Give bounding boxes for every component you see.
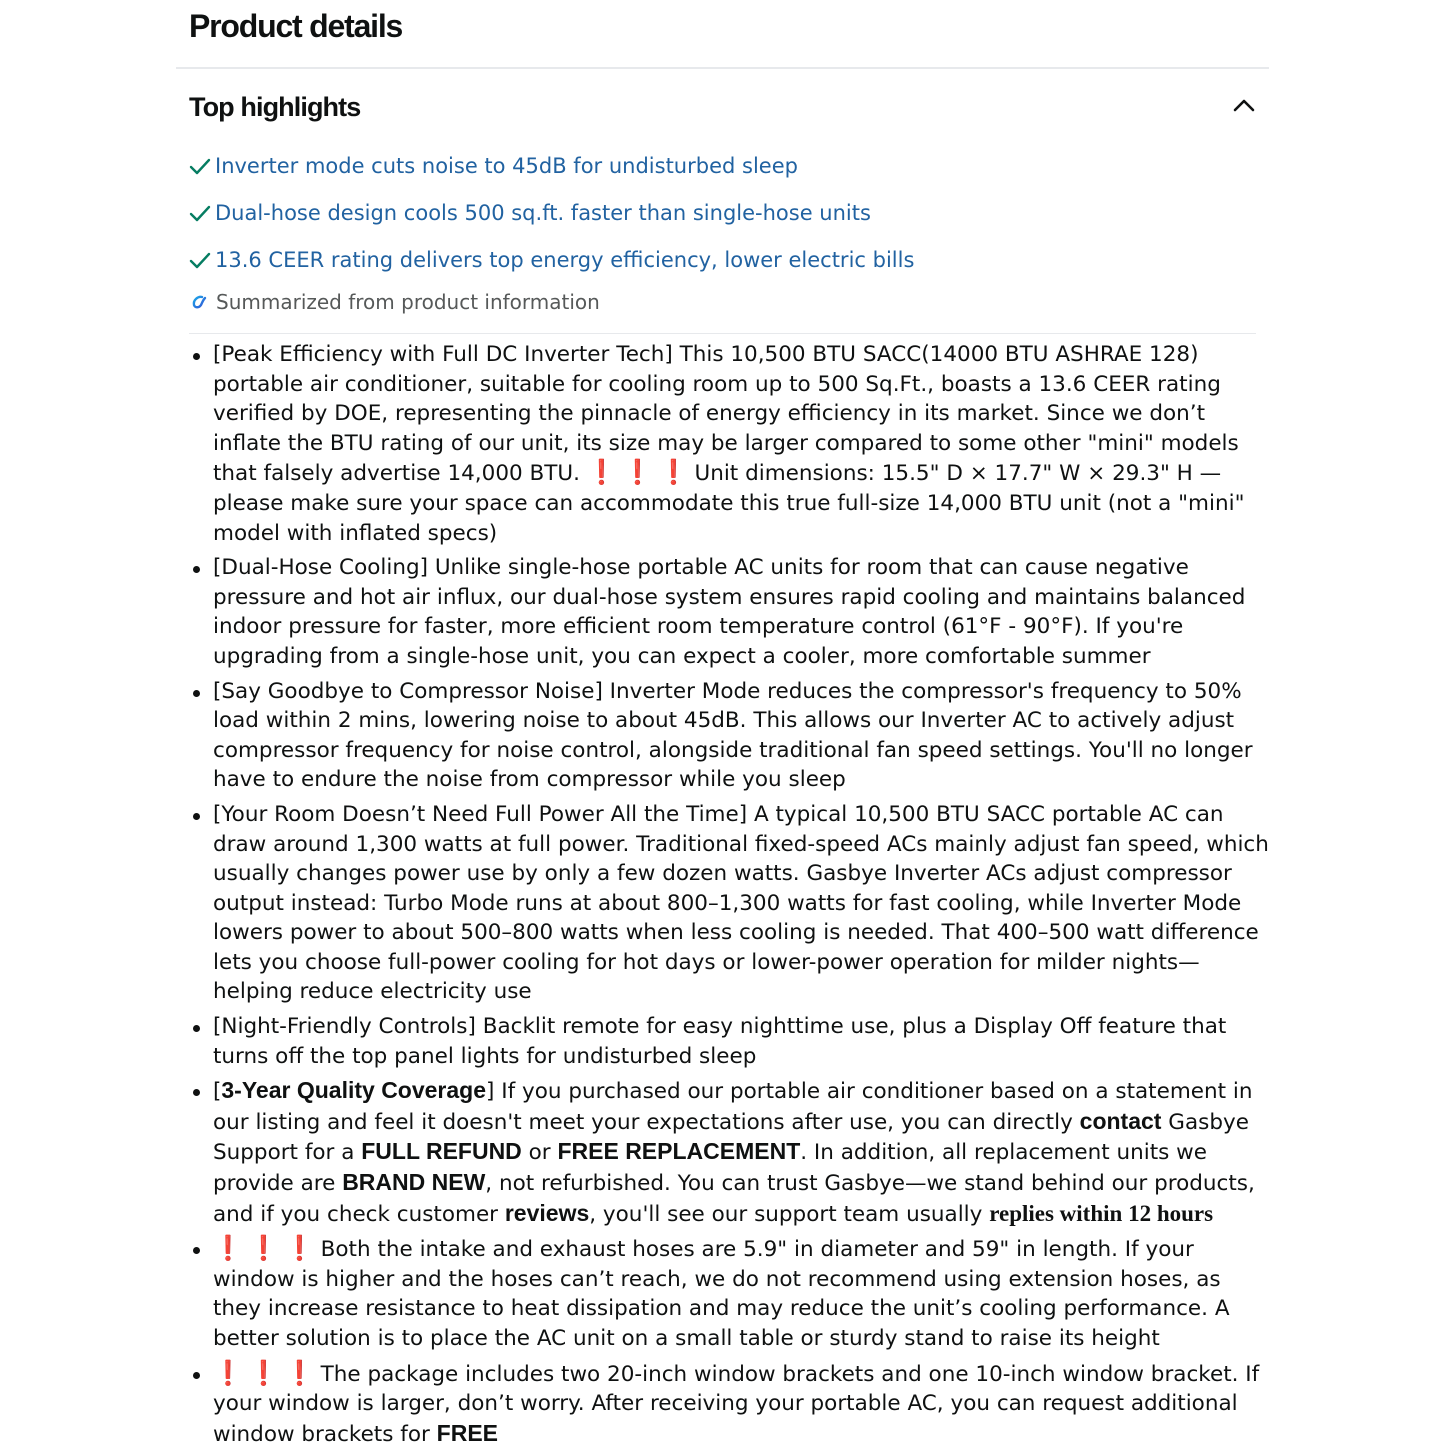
highlight-item[interactable]: [189, 195, 1259, 231]
ai-sparkle-icon: [190, 293, 208, 311]
section-title: Top highlights: [189, 92, 361, 122]
highlight-text: 13.6 CEER rating delivers top energy efficiency, lower electric bills: [215, 248, 915, 272]
bullet-item: [Dual-Hose Cooling] Unlike single-hose portable AC units for room that can cause negative pressure and hot air influx, our dual-hose system ensures rapid cooling and maintains balanced indoor pressure for faster, more efficient room temperature control (61°F - 90°F). If you're upgrading from a single-hose unit, you can expect a cooler, more comfortable summer: [189, 553, 1269, 671]
feature-bullets: [189, 340, 1269, 1454]
warning-icon: ❗❗❗: [586, 458, 695, 487]
warning-icon: ❗❗❗: [213, 1358, 321, 1387]
summary-note: [190, 290, 600, 314]
checkmark-icon: [189, 202, 211, 224]
checkmark-icon: [189, 155, 211, 177]
bullet-item: [Peak Efficiency with Full DC Inverter Tech] This 10,500 BTU SACC(14000 BTU ASHRAE 128) portable air conditioner, suitable for cooling room up to 500 Sq.Ft., boasts a 13.6 CEER rating verified by DOE, representing the pinnacle of energy efficiency in its market. Since we don’t inflate the BTU rating of our unit, its size may be larger compared to some other "mini" models that falsely advertise 14,000 BTU. ❗❗❗Unit dimensions: 15.5" D × 17.7" W × 29.3" H — please make sure your space can accommodate this true full-size 14,000 BTU unit (not a "mini" model with inflated specs): [189, 340, 1269, 548]
top-highlights-header[interactable]: [189, 90, 1259, 126]
bullet-item: [3-Year Quality Coverage] If you purchased our portable air conditioner based on a statement in our listing and feel it doesn't meet your expectations after use, you can directly contact Gasbye Support for a FULL REFUND or FREE REPLACEMENT. In addition, all replacement units we provide are BRAND NEW, not refurbished. You can trust Gasbye—we stand behind our products, and if you check customer reviews, you'll see our support team usually replies within 12 hours: [189, 1076, 1269, 1229]
bullet-item: [Night-Friendly Controls] Backlit remote for easy nighttime use, plus a Display Off feature that turns off the top panel lights for undisturbed sleep: [189, 1012, 1269, 1071]
divider: [176, 67, 1269, 69]
bullet-item: ❗❗❗The package includes two 20-inch window brackets and one 10-inch window bracket. If your window is larger, don’t worry. After receiving your portable AC, you can request additional window brackets for FREE: [189, 1359, 1269, 1450]
highlight-text: Dual-hose design cools 500 sq.ft. faster than single-hose units: [215, 201, 871, 225]
bullet-item: [Say Goodbye to Compressor Noise] Inverter Mode reduces the compressor's frequency to 50% load within 2 mins, lowering noise to about 45dB. This allows our Inverter AC to actively adjust compressor frequency for noise control, alongside traditional fan speed settings. You'll no longer have to endure the noise from compressor while you sleep: [189, 677, 1269, 795]
chevron-up-icon[interactable]: [1229, 90, 1259, 120]
summary-text: Summarized from product information: [216, 290, 600, 314]
bullet-item: ❗❗❗Both the intake and exhaust hoses are 5.9" in diameter and 59" in length. If your window is higher and the hoses can’t reach, we do not recommend using extension hoses, as they increase resistance to heat dissipation and may reduce the unit’s cooling performance. A better solution is to place the AC unit on a small table or sturdy stand to raise its height: [189, 1234, 1269, 1353]
warning-icon: ❗❗❗: [213, 1234, 321, 1263]
divider: [189, 333, 1256, 334]
page-title: Product details: [189, 8, 403, 44]
highlight-text: Inverter mode cuts noise to 45dB for undisturbed sleep: [215, 154, 798, 178]
checkmark-icon: [189, 249, 211, 271]
highlight-item[interactable]: [189, 242, 1259, 278]
highlight-item[interactable]: [189, 148, 1259, 184]
bullet-item: [Your Room Doesn’t Need Full Power All the Time] A typical 10,500 BTU SACC portable AC can draw around 1,300 watts at full power. Traditional fixed-speed ACs mainly adjust fan speed, which usually changes power use by only a few dozen watts. Gasbye Inverter ACs adjust compressor output instead: Turbo Mode runs at about 800–1,300 watts for fast cooling, while Inverter Mode lowers power to about 500–800 watts when less cooling is needed. That 400–500 watt difference lets you choose full-power cooling for hot days or lower-power operation for milder nights—helping reduce electricity use: [189, 800, 1269, 1007]
highlights-list: [189, 148, 1259, 289]
